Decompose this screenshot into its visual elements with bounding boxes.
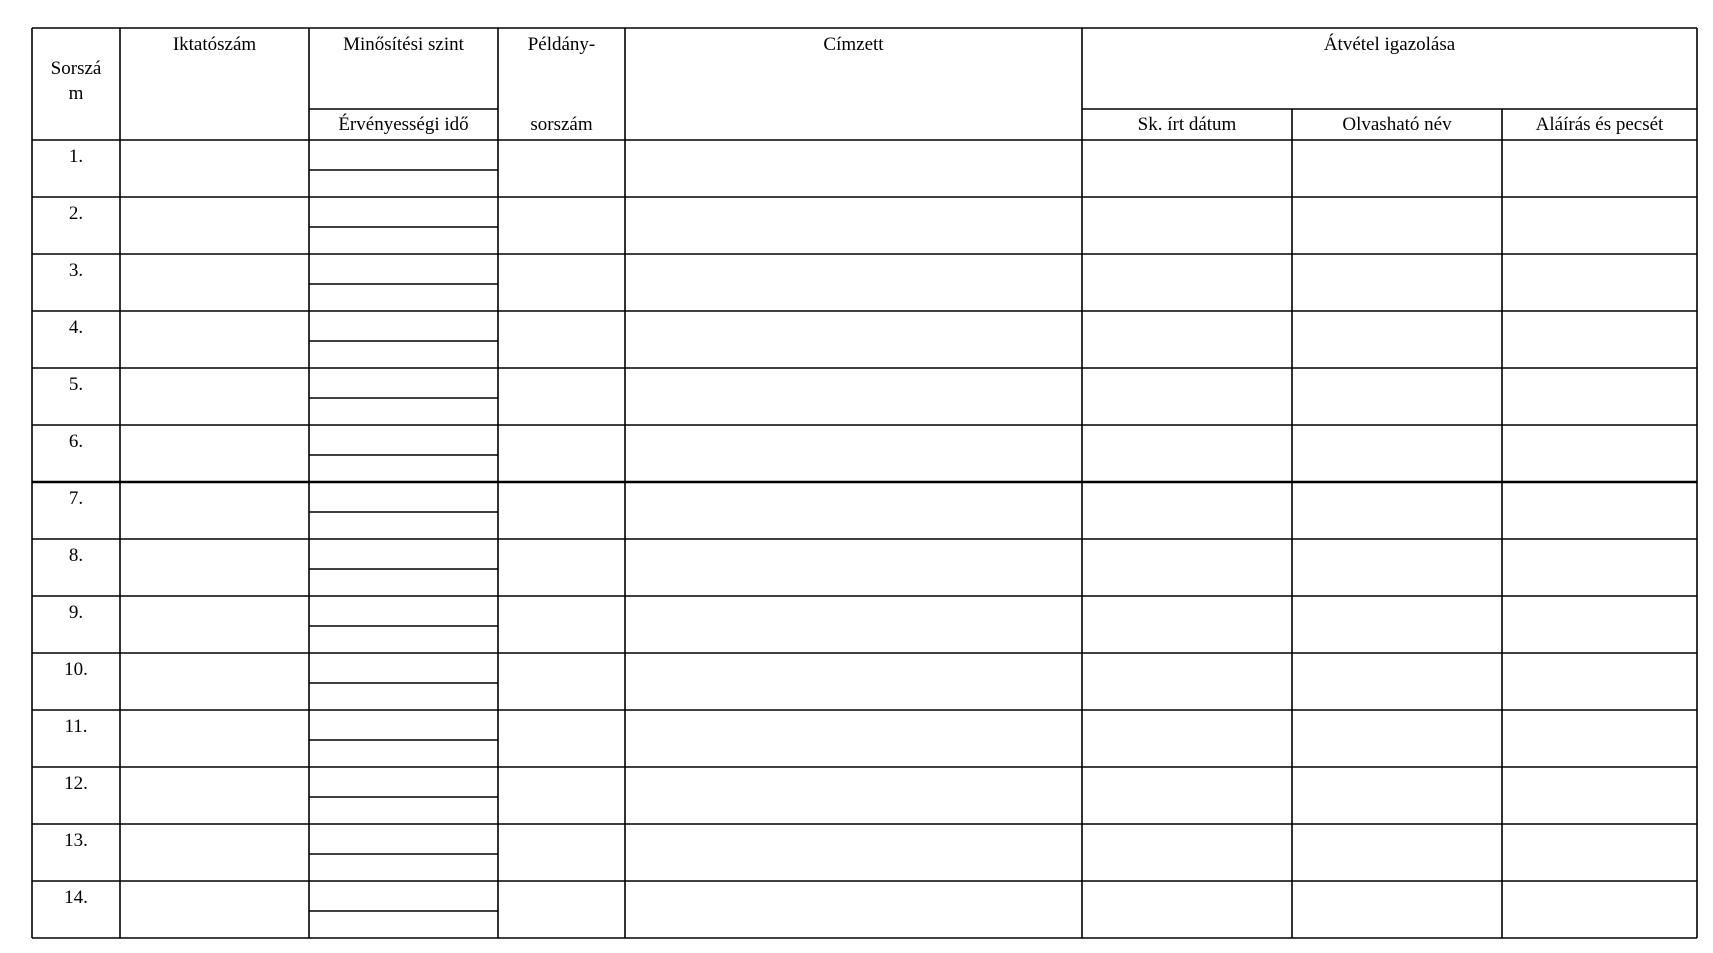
header-iktatoszam: Iktatószám xyxy=(172,34,257,55)
row-number: 13. xyxy=(64,830,88,851)
row-number: 3. xyxy=(68,260,84,281)
row-number: 1. xyxy=(68,146,84,167)
header-olvashato-nev: Olvasható név xyxy=(1342,114,1452,135)
header-atvetel-igazolasa: Átvétel igazolása xyxy=(1323,34,1456,55)
row-number: 11. xyxy=(64,716,88,737)
header-alairas-es-pecset: Aláírás és pecsét xyxy=(1535,114,1664,135)
row-number: 10. xyxy=(64,659,88,680)
row-number: 6. xyxy=(68,431,84,452)
header-ervenyessegi-ido: Érvényességi idő xyxy=(338,114,469,135)
header-sk-irt-datum: Sk. írt dátum xyxy=(1137,114,1237,135)
row-number: 4. xyxy=(68,317,84,338)
row-number: 8. xyxy=(68,545,84,566)
header-sorszam-line2: m xyxy=(68,83,84,104)
header-peldany: Példány- xyxy=(527,34,596,55)
header-sorszam-line1: Sorszá xyxy=(50,58,102,79)
header-peldany-sorszam: sorszám xyxy=(530,114,593,135)
header-minositesi-szint: Minősítési szint xyxy=(343,34,464,55)
header-cimzett: Címzett xyxy=(823,34,884,55)
row-number: 9. xyxy=(68,602,84,623)
row-number: 7. xyxy=(68,488,84,509)
row-number: 5. xyxy=(68,374,84,395)
row-number: 14. xyxy=(64,887,88,908)
row-number: 2. xyxy=(68,203,84,224)
row-number: 12. xyxy=(64,773,88,794)
